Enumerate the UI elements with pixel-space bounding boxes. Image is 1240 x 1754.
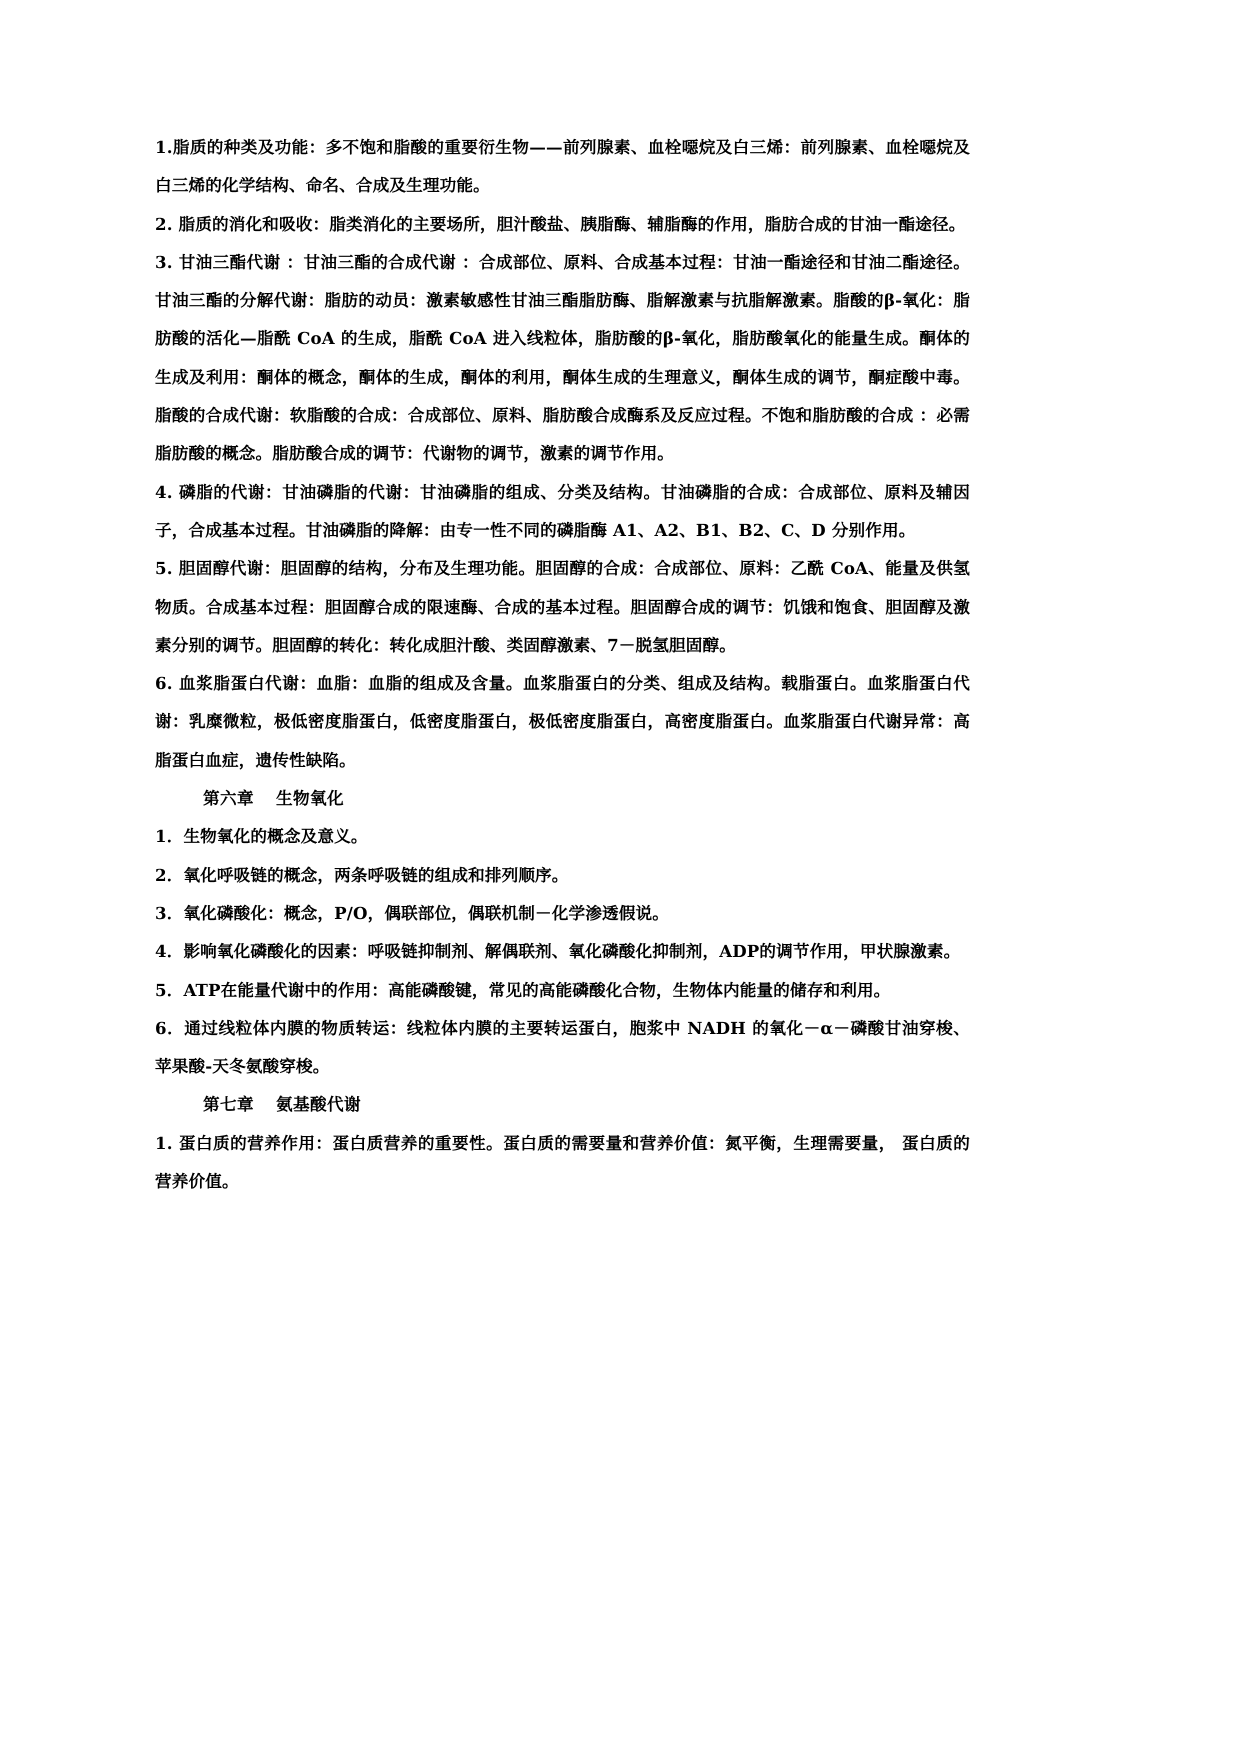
page-content — [155, 128, 970, 1200]
chapter-6-heading — [155, 779, 970, 817]
paragraph-ch6-item-4: 4．影响氧化磷酸化的因素：呼吸链抑制剂、解偶联剂、氧化磷酸化抑制剂，ADP的调节作用，甲状腺激素。 — [155, 941, 961, 962]
paragraph-ch6-item-2: 2．氧化呼吸链的概念，两条呼吸链的组成和排列顺序。 — [155, 864, 569, 885]
paragraph-ch6-item-6: 6．通过线粒体内膜的物质转运：线粒体内膜的主要转运蛋白，胞浆中 NADH 的氧化－α－磷酸甘油穿梭、苹果酸-天冬氨酸穿梭。 — [155, 1017, 970, 1077]
chapter-7-title: 氨基酸代谢 — [275, 1094, 361, 1115]
chapter-6-number: 第六章 — [203, 788, 254, 809]
paragraph-ch6-item-1: 1．生物氧化的概念及意义。 — [155, 826, 368, 847]
paragraph-triglyceride-metabolism: 3. 甘油三酯代谢 ：甘油三酯的合成代谢 ：合成部位、原料、合成基本过程：甘油一酯途径和甘油二酯途径。甘油三酯的分解代谢：脂肪的动员：激素敏感性甘油三酯脂肪酶、脂解激素与抗脂解激素。脂酸的β-氧化：脂肪酸的活化—脂酰 CoA 的生成，脂酰 CoA 进入线粒体，脂肪酸的β-氧化，脂肪酸氧化的能量生成。酮体的生成及利用：酮体的概念，酮体的生成，酮体的利用，酮体生成的生理意义，酮体生成的调节，酮症酸中毒。脂酸的合成代谢：软脂酸的合成：合成部位、原料、脂肪酸合成酶系及反应过程。不饱和脂肪酸的合成 ：必需脂肪酸的概念。脂肪酸合成的调节：代谢物的调节，激素的调节作用。 — [155, 251, 970, 464]
paragraph-phospholipid-metabolism: 4. 磷脂的代谢：甘油磷脂的代谢：甘油磷脂的组成、分类及结构。甘油磷脂的合成：合成部位、原料及辅因子，合成基本过程。甘油磷脂的降解：由专一性不同的磷脂酶 A1、A2、B1、B2、C、D 分别作用。 — [155, 481, 970, 540]
paragraph-ch7-item-1: 1. 蛋白质的营养作用：蛋白质营养的重要性。蛋白质的需要量和营养价值：氮平衡，生理需要量， 蛋白质的营养价值。 — [155, 1132, 970, 1192]
chapter-7-number: 第七章 — [203, 1094, 254, 1115]
paragraph-lipid-digestion: 2. 脂质的消化和吸收：脂类消化的主要场所，胆汁酸盐、胰脂酶、辅脂酶的作用，脂肪合成的甘油一酯途径。 — [155, 213, 966, 234]
paragraph-plasma-lipoprotein-metabolism: 6. 血浆脂蛋白代谢：血脂：血脂的组成及含量。血浆脂蛋白的分类、组成及结构。载脂蛋白。血浆脂蛋白代谢：乳糜微粒，极低密度脂蛋白，低密度脂蛋白，极低密度脂蛋白，高密度脂蛋白。血浆脂蛋白代谢异常：高脂蛋白血症，遗传性缺陷。 — [155, 673, 970, 770]
paragraph-ch6-item-3: 3．氧化磷酸化：概念，P/O，偶联部位，偶联机制－化学渗透假说。 — [155, 902, 669, 923]
chapter-7-heading — [155, 1085, 970, 1123]
paragraph-lipid-types: 1.脂质的种类及功能：多不饱和脂酸的重要衍生物——前列腺素、血栓噁烷及白三烯：前列腺素、血栓噁烷及白三烯的化学结构、命名、合成及生理功能。 — [155, 137, 970, 196]
paragraph-ch6-item-5: 5．ATP在能量代谢中的作用：高能磷酸键，常见的高能磷酸化合物，生物体内能量的储存和利用。 — [155, 979, 891, 1000]
chapter-6-title: 生物氧化 — [275, 788, 344, 809]
paragraph-cholesterol-metabolism: 5. 胆固醇代谢：胆固醇的结构，分布及生理功能。胆固醇的合成：合成部位、原料：乙酰 CoA、能量及供氢物质。合成基本过程：胆固醇合成的限速酶、合成的基本过程。胆固醇合成的调节：饥饿和饱食、胆固醇及激素分别的调节。胆固醇的转化：转化成胆汁酸、类固醇激素、7－脱氢胆固醇。 — [155, 558, 970, 655]
